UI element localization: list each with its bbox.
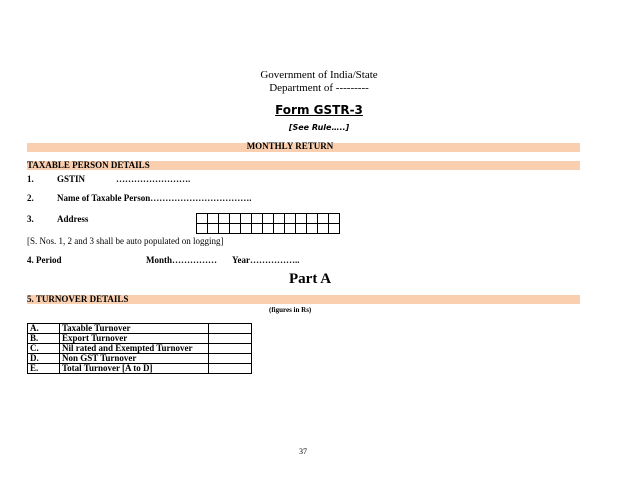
address-row bbox=[197, 214, 340, 224]
monthly-return-heading: MONTHLY RETURN bbox=[246, 141, 334, 151]
address-cell[interactable] bbox=[197, 214, 208, 224]
row-code: C. bbox=[28, 344, 60, 354]
address-cell[interactable] bbox=[241, 214, 252, 224]
gstin-field[interactable]: ……………………. bbox=[116, 174, 191, 184]
year-field[interactable]: Year…………….. bbox=[232, 255, 300, 265]
row-code: E. bbox=[28, 364, 60, 374]
address-cell[interactable] bbox=[329, 214, 340, 224]
period-label: 4. Period bbox=[27, 255, 62, 265]
row-value[interactable] bbox=[209, 324, 252, 334]
name-number: 2. bbox=[27, 193, 34, 203]
page-number: 37 bbox=[299, 447, 307, 456]
address-boxes[interactable] bbox=[196, 213, 340, 234]
taxable-person-name-field[interactable]: Name of Taxable Person……………………………. bbox=[57, 193, 252, 203]
row-label: Export Turnover bbox=[60, 334, 209, 344]
address-cell[interactable] bbox=[307, 214, 318, 224]
part-a-heading: Part A bbox=[289, 271, 332, 287]
row-value[interactable] bbox=[209, 334, 252, 344]
row-label: Total Turnover [A to D] bbox=[60, 364, 209, 374]
address-cell[interactable] bbox=[208, 214, 219, 224]
address-cell[interactable] bbox=[296, 224, 307, 234]
address-cell[interactable] bbox=[318, 214, 329, 224]
address-cell[interactable] bbox=[230, 214, 241, 224]
address-cell[interactable] bbox=[296, 214, 307, 224]
address-cell[interactable] bbox=[329, 224, 340, 234]
row-label: Non GST Turnover bbox=[60, 354, 209, 364]
address-cell[interactable] bbox=[285, 214, 296, 224]
government-header bbox=[0, 69, 638, 95]
auto-populate-note: [S. Nos. 1, 2 and 3 shall be auto populated on logging] bbox=[27, 236, 224, 246]
row-code: A. bbox=[28, 324, 60, 334]
government-line: Government of India/State bbox=[260, 69, 378, 81]
address-cell[interactable] bbox=[219, 214, 230, 224]
table-row bbox=[28, 324, 252, 334]
address-number: 3. bbox=[27, 214, 34, 224]
address-cell[interactable] bbox=[307, 224, 318, 234]
row-value[interactable] bbox=[209, 354, 252, 364]
address-cell[interactable] bbox=[263, 224, 274, 234]
table-row bbox=[28, 334, 252, 344]
rule-reference: [See Rule…..] bbox=[288, 123, 350, 132]
address-cell[interactable] bbox=[252, 214, 263, 224]
address-cell[interactable] bbox=[263, 214, 274, 224]
address-cell[interactable] bbox=[241, 224, 252, 234]
row-label: Taxable Turnover bbox=[60, 324, 209, 334]
gstin-label: GSTIN bbox=[57, 174, 86, 184]
address-cell[interactable] bbox=[318, 224, 329, 234]
row-value[interactable] bbox=[209, 344, 252, 354]
figures-note: (figures in Rs) bbox=[269, 306, 312, 314]
address-cell[interactable] bbox=[252, 224, 263, 234]
department-line: Department of --------- bbox=[269, 82, 369, 94]
table-row bbox=[28, 344, 252, 354]
address-cell[interactable] bbox=[285, 224, 296, 234]
row-value[interactable] bbox=[209, 364, 252, 374]
form-title: Form GSTR-3 bbox=[275, 103, 363, 117]
address-cell[interactable] bbox=[230, 224, 241, 234]
address-label: Address bbox=[57, 214, 89, 224]
address-row bbox=[197, 224, 340, 234]
row-label: Nil rated and Exempted Turnover bbox=[60, 344, 209, 354]
row-code: B. bbox=[28, 334, 60, 344]
turnover-heading: 5. TURNOVER DETAILS bbox=[27, 294, 129, 304]
address-cell[interactable] bbox=[219, 224, 230, 234]
row-code: D. bbox=[28, 354, 60, 364]
table-row bbox=[28, 354, 252, 364]
taxable-person-heading: TAXABLE PERSON DETAILS bbox=[27, 160, 150, 170]
address-cell[interactable] bbox=[274, 224, 285, 234]
address-cell[interactable] bbox=[274, 214, 285, 224]
address-cell[interactable] bbox=[208, 224, 219, 234]
gstin-number: 1. bbox=[27, 174, 34, 184]
table-row bbox=[28, 364, 252, 374]
turnover-table bbox=[27, 323, 252, 374]
month-field[interactable]: Month…………… bbox=[146, 255, 218, 265]
address-cell[interactable] bbox=[197, 224, 208, 234]
